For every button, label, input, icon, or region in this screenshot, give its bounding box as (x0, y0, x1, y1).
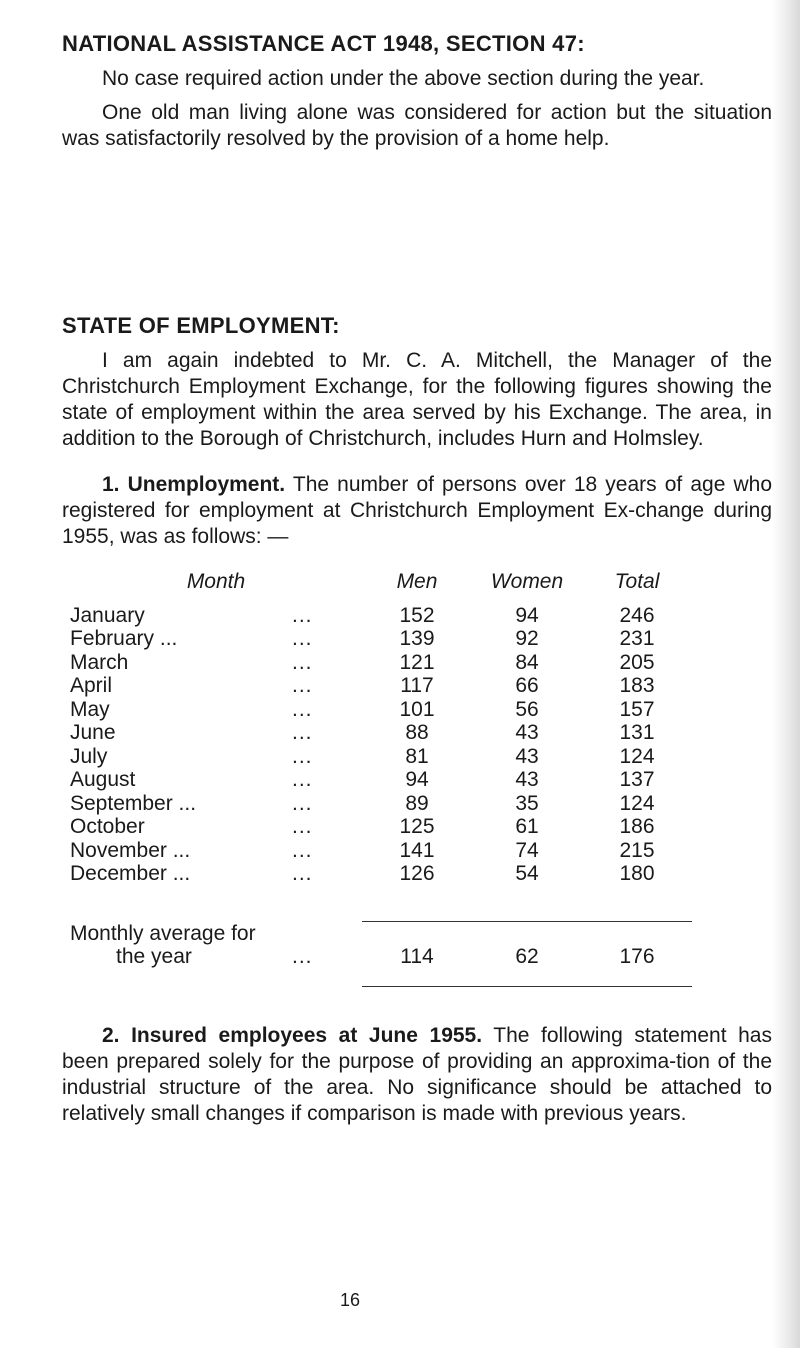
total-cell: 186 (619, 815, 655, 838)
table-row (70, 862, 692, 886)
dots-cell: ... (292, 744, 313, 768)
women-cell: 43 (515, 721, 539, 744)
month-cell: March (70, 650, 129, 674)
total-cell: 215 (619, 838, 655, 862)
table-row (70, 721, 692, 745)
dots-cell: ... (292, 603, 313, 627)
men-cell: 89 (405, 791, 429, 815)
dots-cell: ... (292, 945, 313, 968)
dots-cell: ... (292, 627, 313, 650)
month-cell: April (70, 674, 113, 697)
average-label-line1: Monthly average for (70, 921, 256, 945)
dots-cell: ... (292, 838, 313, 862)
table-row (70, 768, 692, 792)
header-month: Month (186, 570, 246, 593)
women-cell: 35 (515, 791, 539, 815)
dots-cell: ... (292, 862, 313, 885)
header-women: Women (490, 570, 564, 593)
total-cell: 137 (619, 768, 655, 791)
women-cell: 66 (515, 674, 539, 697)
header-total: Total (614, 570, 660, 593)
women-cell: 43 (515, 744, 539, 768)
document-page (62, 30, 772, 1127)
women-cell: 92 (515, 627, 539, 650)
rule-row-top (70, 886, 692, 922)
total-cell: 183 (619, 674, 655, 697)
unemployment-table (70, 570, 692, 1005)
dots-cell: ... (292, 674, 313, 697)
women-cell: 43 (515, 768, 539, 791)
total-cell: 131 (619, 721, 655, 744)
table-row (70, 792, 692, 816)
dots-cell: ... (292, 791, 313, 815)
unemployment-label: 1. Unemployment. (102, 473, 286, 496)
dots-cell: ... (292, 697, 313, 721)
men-cell: 141 (399, 838, 435, 862)
paragraph-no-case: No case required action under the above section during the year. (102, 67, 705, 90)
total-rule-top (362, 921, 692, 922)
men-cell: 139 (399, 627, 435, 650)
month-cell: February ... (70, 627, 178, 650)
insured-employees-text: The following statement has been prepared solely for the purpose of providing an approxima-tion of the industrial structure of the area. No significance should be attached to relatively small changes if comparison is made with previous years. (62, 1023, 772, 1125)
total-cell: 231 (619, 627, 655, 650)
women-cell: 56 (515, 697, 539, 721)
average-label-line2: the year (116, 945, 192, 968)
dots-cell: ... (292, 768, 313, 791)
average-men: 114 (400, 945, 434, 968)
men-cell: 94 (405, 768, 429, 791)
total-cell: 124 (619, 791, 655, 815)
page-edge-shadow (772, 0, 800, 1348)
table-header-row (70, 570, 692, 604)
month-cell: January (70, 603, 145, 627)
women-cell: 74 (515, 838, 539, 862)
table-row (70, 815, 692, 839)
dots-cell: ... (292, 721, 313, 744)
month-cell: September ... (70, 791, 197, 815)
month-cell: October (70, 815, 145, 838)
average-label-row (70, 922, 692, 946)
total-cell: 205 (619, 650, 655, 674)
average-women: 62 (515, 945, 539, 968)
average-total: 176 (619, 945, 655, 968)
dots-cell: ... (292, 650, 313, 674)
men-cell: 117 (400, 674, 434, 697)
total-rule-bottom (362, 986, 692, 987)
men-cell: 125 (399, 815, 435, 838)
men-cell: 88 (405, 721, 429, 744)
women-cell: 54 (515, 862, 539, 885)
month-cell: December ... (70, 862, 191, 885)
table-row (70, 698, 692, 722)
table-row (70, 674, 692, 698)
men-cell: 121 (399, 650, 435, 674)
month-cell: July (70, 744, 108, 768)
women-cell: 94 (515, 603, 539, 627)
paragraph-old-man: One old man living alone was considered for action but the situation was satisfactorily resolved by the provision of a home help. (62, 101, 772, 150)
month-cell: November ... (70, 838, 191, 862)
paragraph-insured-employees (62, 1023, 772, 1127)
header-men: Men (396, 570, 438, 593)
dots-cell: ... (292, 815, 313, 838)
section-heading-national-assistance: NATIONAL ASSISTANCE ACT 1948, SECTION 47: (62, 31, 585, 56)
men-cell: 126 (399, 862, 435, 885)
average-row (70, 945, 692, 969)
total-cell: 246 (619, 603, 655, 627)
women-cell: 61 (515, 815, 539, 838)
total-cell: 124 (619, 744, 655, 768)
table-row (70, 627, 692, 651)
month-cell: August (70, 768, 136, 791)
table-row (70, 839, 692, 863)
month-cell: June (70, 721, 116, 744)
paragraph-unemployment (62, 472, 772, 550)
page-number: 16 (339, 1290, 361, 1310)
table-row (70, 745, 692, 769)
women-cell: 84 (515, 650, 539, 674)
section-heading-employment: STATE OF EMPLOYMENT: (62, 313, 340, 338)
insured-employees-label: 2. Insured employees at June 1955. (102, 1023, 483, 1047)
table-row (70, 604, 692, 628)
men-cell: 101 (399, 697, 435, 721)
unemployment-text: The number of persons over 18 years of age who registered for employment at Christchurch Employment Ex-change during 1955, was as follows: — (62, 473, 772, 548)
rule-row-bottom (70, 969, 692, 1005)
paragraph-indebted: I am again indebted to Mr. C. A. Mitchell, the Manager of the Christchurch Employment Exchange, for the following figures showing the state of employment within the area served by his Exchange. The area, in addition to the Borough of Christchurch, includes Hurn and Holmsley. (62, 349, 772, 450)
month-cell: May (70, 697, 110, 721)
men-cell: 81 (405, 744, 429, 768)
table-row (70, 651, 692, 675)
total-cell: 180 (619, 862, 655, 885)
total-cell: 157 (619, 697, 655, 721)
men-cell: 152 (399, 603, 435, 627)
